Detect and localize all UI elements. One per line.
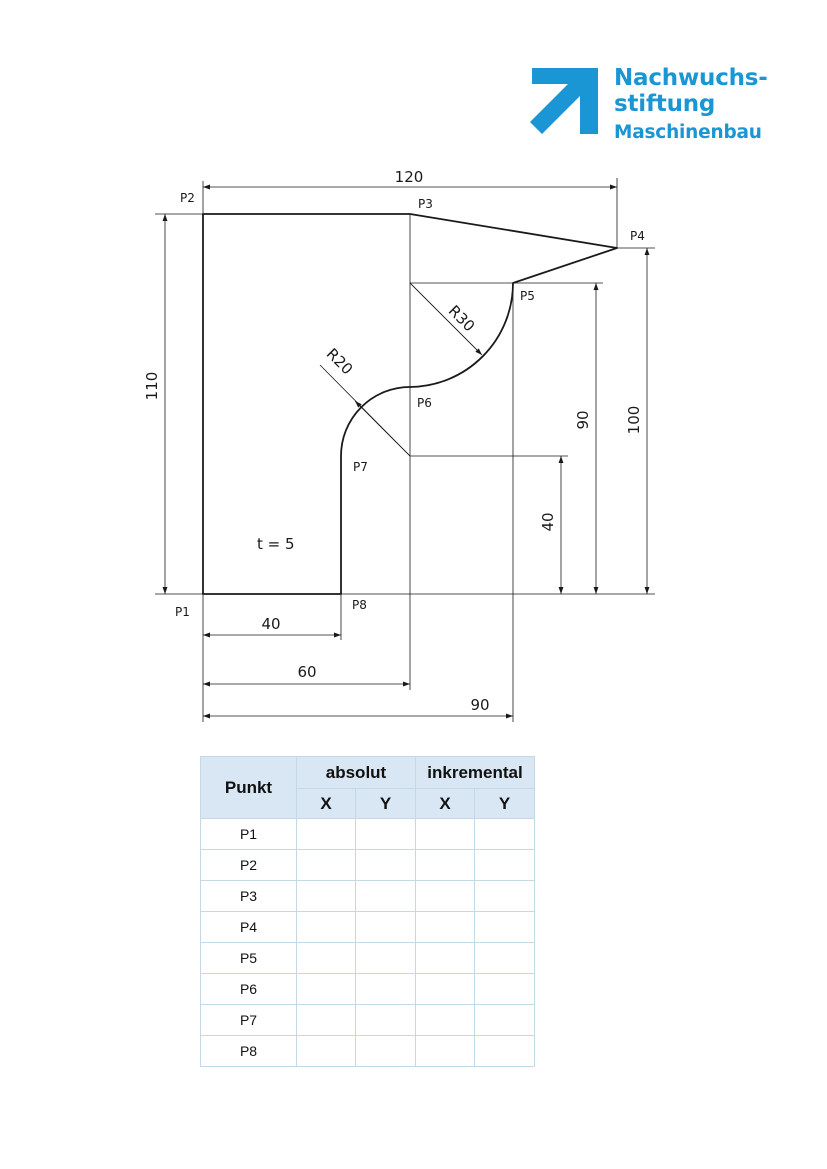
table-row [201, 943, 535, 974]
cell-inkremental-y[interactable] [475, 912, 535, 943]
cell-absolut-y[interactable] [356, 1005, 416, 1036]
radius-label-r20: R20 [322, 344, 357, 379]
cell-inkremental-x[interactable] [416, 1036, 475, 1067]
cell-inkremental-y[interactable] [475, 881, 535, 912]
cell-inkremental-y[interactable] [475, 1005, 535, 1036]
cell-absolut-x[interactable] [297, 912, 356, 943]
cell-inkremental-x[interactable] [416, 850, 475, 881]
dimension-90-vertical: 90 [574, 410, 592, 430]
dimension-90-horizontal: 90 [470, 696, 490, 714]
point-label-p8: P8 [352, 598, 367, 612]
row-point-label: P6 [201, 974, 297, 1005]
cell-absolut-x[interactable] [297, 974, 356, 1005]
cell-inkremental-x[interactable] [416, 912, 475, 943]
table-row [201, 881, 535, 912]
point-label-p2: P2 [180, 191, 195, 205]
cell-inkremental-y[interactable] [475, 850, 535, 881]
header-absolut: absolut [297, 757, 416, 789]
table-row [201, 912, 535, 943]
point-label-p4: P4 [630, 229, 645, 243]
table-row [201, 1005, 535, 1036]
cell-absolut-x[interactable] [297, 1005, 356, 1036]
row-point-label: P5 [201, 943, 297, 974]
coordinates-table [200, 756, 535, 1067]
cell-inkremental-x[interactable] [416, 1005, 475, 1036]
header-inkremental-y: Y [475, 789, 535, 819]
header-inkremental: inkremental [416, 757, 535, 789]
header-absolut-y: Y [356, 789, 416, 819]
dimension-40-horizontal: 40 [261, 615, 281, 633]
dimension-110: 110 [143, 371, 161, 401]
logo-text-line2: stiftung [614, 91, 716, 117]
cell-inkremental-x[interactable] [416, 819, 475, 850]
cell-absolut-y[interactable] [356, 850, 416, 881]
point-label-p5: P5 [520, 289, 535, 303]
header-absolut-x: X [297, 789, 356, 819]
cell-absolut-y[interactable] [356, 912, 416, 943]
cell-absolut-y[interactable] [356, 881, 416, 912]
cell-inkremental-y[interactable] [475, 943, 535, 974]
cell-absolut-x[interactable] [297, 1036, 356, 1067]
cell-absolut-y[interactable] [356, 1036, 416, 1067]
cell-absolut-x[interactable] [297, 850, 356, 881]
row-point-label: P7 [201, 1005, 297, 1036]
table-row [201, 819, 535, 850]
cell-absolut-y[interactable] [356, 974, 416, 1005]
cell-inkremental-y[interactable] [475, 974, 535, 1005]
point-label-p3: P3 [418, 197, 433, 211]
cell-inkremental-y[interactable] [475, 819, 535, 850]
logo-text-line3: Maschinenbau [614, 122, 762, 143]
radius-label-r30: R30 [444, 301, 479, 336]
cell-inkremental-y[interactable] [475, 1036, 535, 1067]
logo-text-line1: Nachwuchs- [614, 65, 768, 91]
cell-absolut-x[interactable] [297, 881, 356, 912]
row-point-label: P8 [201, 1036, 297, 1067]
table-row [201, 850, 535, 881]
table-row [201, 1036, 535, 1067]
header-inkremental-x: X [416, 789, 475, 819]
cell-inkremental-x[interactable] [416, 974, 475, 1005]
cell-inkremental-x[interactable] [416, 881, 475, 912]
dimension-120: 120 [394, 168, 424, 186]
point-label-p7: P7 [353, 460, 368, 474]
cell-absolut-x[interactable] [297, 819, 356, 850]
dimension-60: 60 [297, 663, 317, 681]
dimension-100: 100 [625, 405, 643, 435]
header-punkt: Punkt [201, 757, 297, 819]
point-label-p1: P1 [175, 605, 190, 619]
cell-absolut-y[interactable] [356, 943, 416, 974]
dimension-40-vertical: 40 [539, 512, 557, 532]
cell-inkremental-x[interactable] [416, 943, 475, 974]
cell-absolut-y[interactable] [356, 819, 416, 850]
table-row [201, 974, 535, 1005]
dimension-lines [165, 187, 647, 716]
row-point-label: P4 [201, 912, 297, 943]
point-label-p6: P6 [417, 396, 432, 410]
row-point-label: P1 [201, 819, 297, 850]
thickness-label: t = 5 [257, 535, 295, 553]
row-point-label: P2 [201, 850, 297, 881]
cell-absolut-x[interactable] [297, 943, 356, 974]
row-point-label: P3 [201, 881, 297, 912]
